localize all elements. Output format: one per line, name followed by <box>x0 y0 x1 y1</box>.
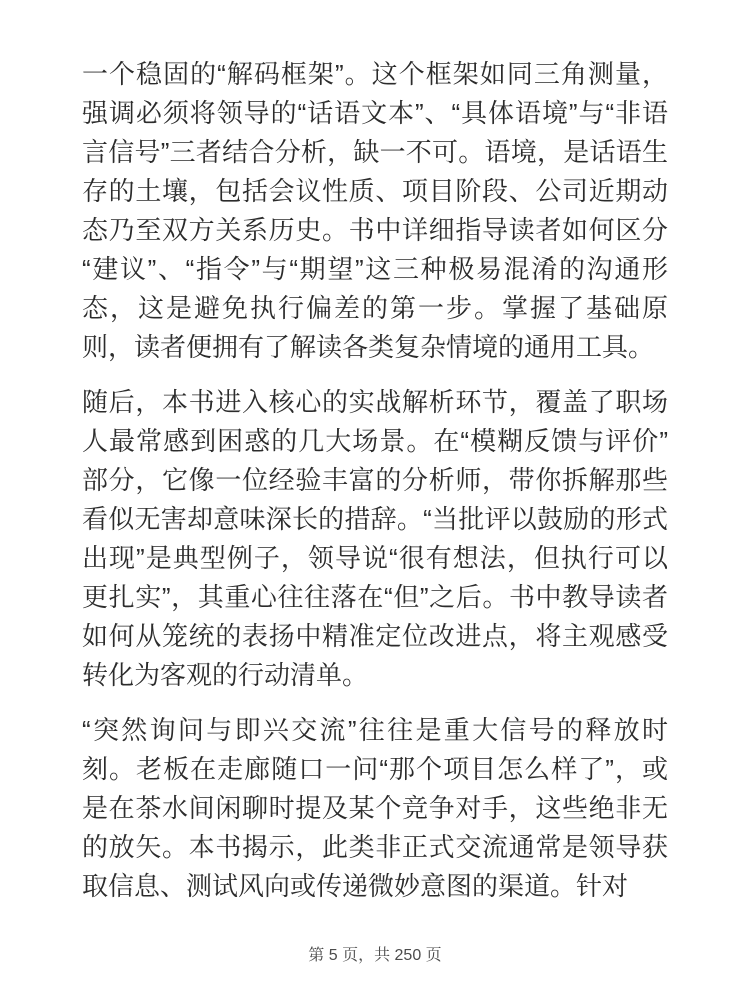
page-number-indicator: 第 5 页，共 250 页 <box>308 947 442 964</box>
body-paragraph: 随后，本书进入核心的实战解析环节，覆盖了职场人最常感到困惑的几大场景。在“模糊反馈与评价”部分，它像一位经验丰富的分析师，带你拆解那些看似无害却意味深长的措辞。“当批评以鼓励的形式出现”是典型例子，领导说“很有想法，但执行可以更扎实”，其重心往往落在“但”之后。书中教导读者如何从笼统的表扬中精准定位改进点，将主观感受转化为客观的行动清单。 <box>82 387 668 690</box>
body-paragraph: “突然询问与即兴交流”往往是重大信号的释放时刻。老板在走廊随口一问“那个项目怎么样了”，或是在茶水间闲聊时提及某个竞争对手，这些绝非无的放矢。本书揭示，此类非正式交流通常是领导获取信息、测试风向或传递微妙意图的渠道。针对 <box>82 715 668 901</box>
page-footer <box>0 946 750 966</box>
body-paragraph: 一个稳固的“解码框架”。这个框架如同三角测量，强调必须将领导的“话语文本”、“具体语境”与“非语言信号”三者结合分析，缺一不可。语境，是话语生存的土壤，包括会议性质、项目阶段、公司近期动态乃至双方关系历史。书中详细指导读者如何区分“建议”、“指令”与“期望”这三种极易混淆的沟通形态，这是避免执行偏差的第一步。掌握了基础原则，读者便拥有了解读各类复杂情境的通用工具。 <box>82 59 668 362</box>
page-body-text <box>82 55 668 922</box>
